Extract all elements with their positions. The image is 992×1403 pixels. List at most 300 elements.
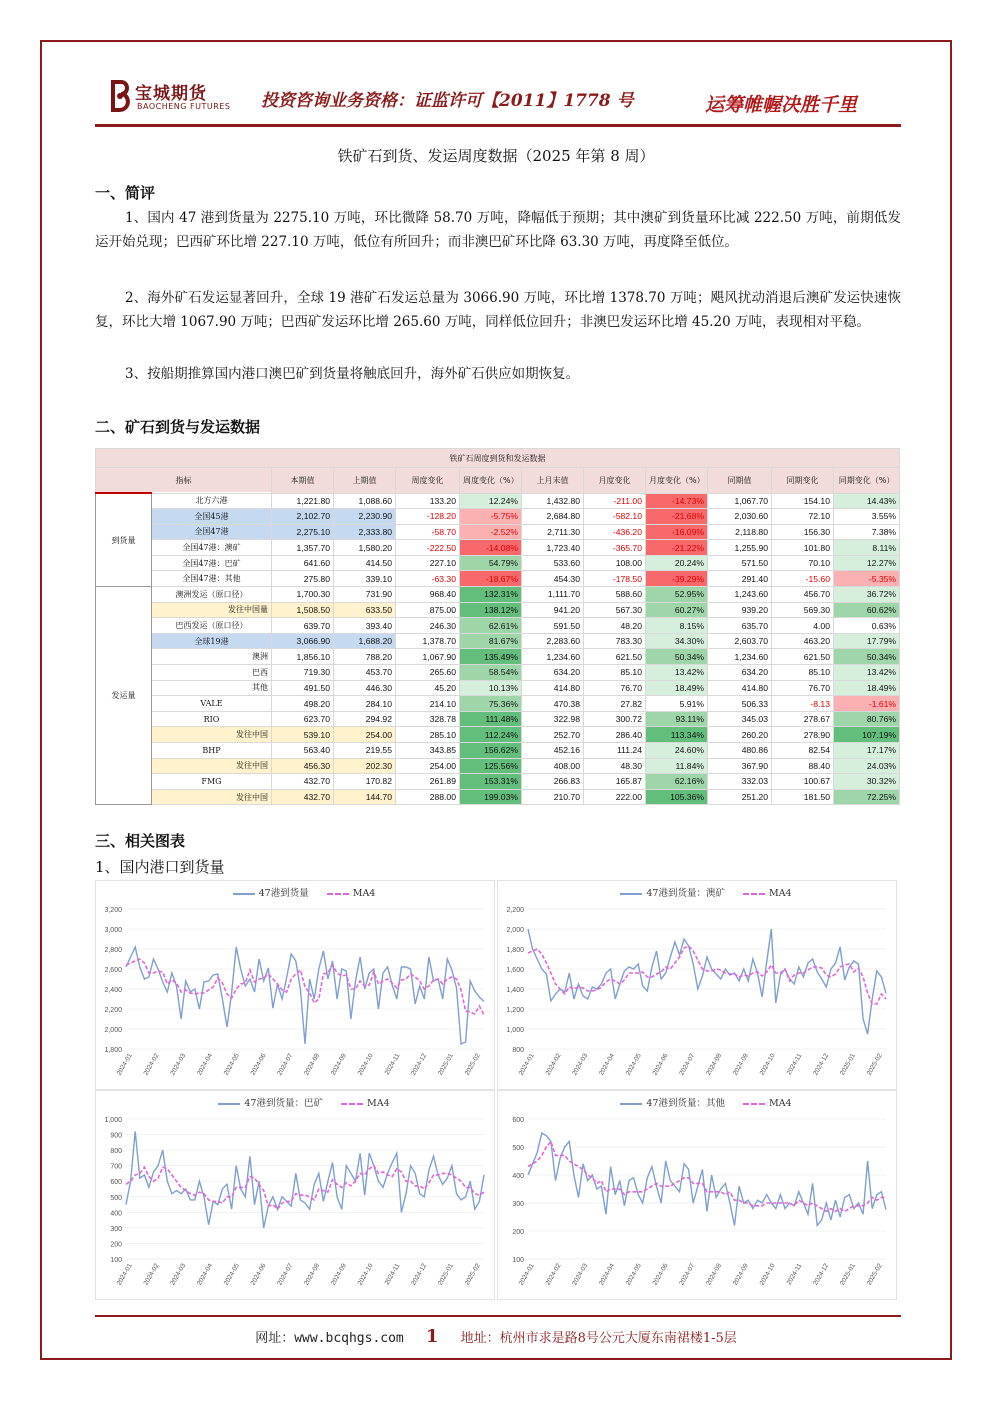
legend-swatch bbox=[620, 1103, 642, 1105]
table-cell: -18.67% bbox=[460, 571, 522, 587]
x-tick-label: 2024-10 bbox=[758, 1052, 777, 1077]
table-cell: 132.31% bbox=[460, 587, 522, 603]
table-cell: 414.50 bbox=[334, 555, 396, 571]
col-header: 同期变化 bbox=[772, 468, 834, 494]
table-cell: 254.00 bbox=[396, 758, 460, 774]
table-cell: -15.60 bbox=[772, 571, 834, 587]
table-row bbox=[96, 711, 900, 727]
table-cell: 2,283.60 bbox=[522, 633, 584, 649]
table-cell: 328.78 bbox=[396, 711, 460, 727]
table-cell: 1,088.60 bbox=[334, 493, 396, 509]
company-logo bbox=[107, 78, 237, 118]
table-cell: 588.60 bbox=[584, 587, 646, 603]
row-label: 发往中国 bbox=[152, 758, 272, 774]
table-cell: 456.30 bbox=[272, 758, 334, 774]
ma4-line bbox=[528, 946, 886, 1004]
table-cell: 731.90 bbox=[334, 587, 396, 603]
table-cell: 18.49% bbox=[834, 680, 900, 696]
table-cell: -39.29% bbox=[646, 571, 708, 587]
x-tick-label: 2024-10 bbox=[758, 1262, 777, 1287]
table-row bbox=[96, 587, 900, 603]
table-cell: 1,700.30 bbox=[272, 587, 334, 603]
table-cell: 432.70 bbox=[272, 774, 334, 790]
document-title: 铁矿石到货、发运周度数据（2025 年第 8 周） bbox=[337, 147, 655, 165]
x-tick-label: 2024-07 bbox=[678, 1052, 697, 1077]
x-tick-label: 2024-01 bbox=[115, 1052, 134, 1077]
x-tick-label: 2024-11 bbox=[383, 1052, 402, 1077]
table-cell: 1,723.40 bbox=[522, 540, 584, 556]
table-cell: 50.34% bbox=[646, 649, 708, 665]
table-cell: 533.60 bbox=[522, 555, 584, 571]
table-cell: 170.82 bbox=[334, 774, 396, 790]
table-title: 铁矿石周度到货和发运数据 bbox=[96, 449, 900, 468]
table-cell: 571.50 bbox=[708, 555, 772, 571]
y-tick-label: 500 bbox=[512, 1145, 524, 1152]
table-cell: 1,243.60 bbox=[708, 587, 772, 603]
table-cell: 291.40 bbox=[708, 571, 772, 587]
table-cell: 219.55 bbox=[334, 743, 396, 759]
table-cell: 72.10 bbox=[772, 509, 834, 525]
table-cell: 432.70 bbox=[272, 789, 334, 805]
row-label: 全国47港：澳矿 bbox=[152, 540, 272, 556]
table-cell: 62.61% bbox=[460, 618, 522, 634]
x-tick-label: 2024-05 bbox=[222, 1052, 241, 1077]
table-cell: -128.20 bbox=[396, 509, 460, 525]
x-tick-label: 2024-07 bbox=[276, 1052, 295, 1077]
x-tick-label: 2024-06 bbox=[249, 1052, 268, 1077]
table-cell: 2,118.80 bbox=[708, 524, 772, 540]
legend-label: 47港到货量：澳矿 bbox=[646, 888, 725, 899]
table-cell: 634.20 bbox=[522, 665, 584, 681]
legend-swatch bbox=[341, 1103, 363, 1105]
table-row bbox=[96, 602, 900, 618]
table-cell: 50.34% bbox=[834, 649, 900, 665]
table-cell: 719.30 bbox=[272, 665, 334, 681]
x-tick-label: 2025-01 bbox=[838, 1262, 857, 1287]
table-cell: 1,067.70 bbox=[708, 493, 772, 509]
x-tick-label: 2024-09 bbox=[731, 1052, 750, 1077]
table-cell: 506.33 bbox=[708, 696, 772, 712]
y-tick-label: 600 bbox=[110, 1179, 122, 1187]
table-cell: 101.80 bbox=[772, 540, 834, 556]
table-cell: 60.27% bbox=[646, 602, 708, 618]
y-tick-label: 2,200 bbox=[506, 907, 524, 914]
table-cell: 286.40 bbox=[584, 727, 646, 743]
row-group-label: 到货量 bbox=[96, 493, 152, 587]
x-tick-label: 2024-08 bbox=[303, 1052, 322, 1077]
x-tick-label: 2024-12 bbox=[410, 1052, 429, 1077]
x-tick-label: 2024-05 bbox=[624, 1262, 643, 1287]
table-cell: 254.00 bbox=[334, 727, 396, 743]
table-cell: 214.10 bbox=[396, 696, 460, 712]
table-cell: 783.30 bbox=[584, 633, 646, 649]
y-tick-label: 100 bbox=[110, 1257, 122, 1264]
row-label: 澳洲发运（原口径） bbox=[152, 587, 272, 603]
table-cell: 2,030.60 bbox=[708, 509, 772, 525]
y-tick-label: 100 bbox=[512, 1257, 524, 1264]
row-label: 全国45港 bbox=[152, 509, 272, 525]
x-tick-label: 2025-01 bbox=[436, 1262, 455, 1287]
y-tick-label: 900 bbox=[110, 1132, 122, 1140]
y-tick-label: 600 bbox=[512, 1117, 524, 1124]
table-row bbox=[96, 571, 900, 587]
y-tick-label: 2,200 bbox=[104, 1007, 122, 1014]
y-tick-label: 2,000 bbox=[506, 927, 524, 934]
table-cell: 70.10 bbox=[772, 555, 834, 571]
y-tick-label: 2,000 bbox=[104, 1027, 122, 1034]
table-row bbox=[96, 665, 900, 681]
table-row bbox=[96, 618, 900, 634]
page-footer bbox=[0, 1326, 992, 1347]
table-cell: 414.80 bbox=[522, 680, 584, 696]
x-tick-label: 2024-12 bbox=[410, 1262, 429, 1287]
data-table-wrapper bbox=[95, 448, 899, 805]
y-tick-label: 1,800 bbox=[506, 947, 524, 954]
table-cell: 27.82 bbox=[584, 696, 646, 712]
table-cell: 1,067.90 bbox=[396, 649, 460, 665]
x-tick-label: 2024-09 bbox=[731, 1262, 750, 1287]
row-label: 巴西发运（原口径） bbox=[152, 618, 272, 634]
table-cell: 498.20 bbox=[272, 696, 334, 712]
table-cell: 88.40 bbox=[772, 758, 834, 774]
table-cell: 199.03% bbox=[460, 789, 522, 805]
table-cell: 941.20 bbox=[522, 602, 584, 618]
table-cell: -5.75% bbox=[460, 509, 522, 525]
table-cell: 165.87 bbox=[584, 774, 646, 790]
chart-47-port-arrivals-australia bbox=[497, 880, 897, 1090]
summary-paragraph-2: 2、海外矿石发运显著回升，全球 19 港矿石发运总量为 3066.90 万吨，环比增 1378.70 万吨；飓风扰动消退后澳矿发运快速恢复，环比大增 1067.90 万吨；巴西矿发运环比增 265.60 万吨，同样低位回升；非澳巴发运环比增 45.20 万吨，表现相对平稳。 bbox=[95, 290, 901, 330]
table-cell: 144.70 bbox=[334, 789, 396, 805]
x-tick-label: 2024-02 bbox=[142, 1262, 161, 1287]
legend-label: 47港到货量：巴矿 bbox=[244, 1098, 323, 1109]
table-row bbox=[96, 743, 900, 759]
row-label: 发往中国 bbox=[152, 789, 272, 805]
table-cell: 408.00 bbox=[522, 758, 584, 774]
table-cell: 252.70 bbox=[522, 727, 584, 743]
table-cell: 156.62% bbox=[460, 743, 522, 759]
table-cell: -63.30 bbox=[396, 571, 460, 587]
table-cell: 7.38% bbox=[834, 524, 900, 540]
table-cell: 251.20 bbox=[708, 789, 772, 805]
row-label: 全国47港：巴矿 bbox=[152, 555, 272, 571]
x-tick-label: 2024-05 bbox=[624, 1052, 643, 1077]
x-tick-label: 2024-03 bbox=[169, 1052, 188, 1077]
table-cell: 85.10 bbox=[772, 665, 834, 681]
table-row bbox=[96, 524, 900, 540]
table-row bbox=[96, 696, 900, 712]
table-cell: 1,508.50 bbox=[272, 602, 334, 618]
col-header: 周度变化 bbox=[396, 468, 460, 494]
table-cell: 621.50 bbox=[772, 649, 834, 665]
x-tick-label: 2024-06 bbox=[651, 1052, 670, 1077]
table-cell: -2.52% bbox=[460, 524, 522, 540]
table-cell: 569.30 bbox=[772, 602, 834, 618]
table-cell: -211.00 bbox=[584, 493, 646, 509]
x-tick-label: 2024-08 bbox=[705, 1262, 724, 1287]
table-cell: -14.73% bbox=[646, 493, 708, 509]
y-tick-label: 1,400 bbox=[506, 987, 524, 994]
table-cell: 639.70 bbox=[272, 618, 334, 634]
x-tick-label: 2024-01 bbox=[115, 1262, 134, 1287]
x-tick-label: 2024-02 bbox=[544, 1052, 563, 1077]
x-tick-label: 2025-02 bbox=[865, 1052, 884, 1077]
y-tick-label: 1,600 bbox=[506, 967, 524, 974]
table-cell: 2,603.70 bbox=[708, 633, 772, 649]
x-tick-label: 2024-07 bbox=[276, 1262, 295, 1287]
table-cell: 12.27% bbox=[834, 555, 900, 571]
summary-paragraph-3: 3、按船期推算国内港口澳巴矿到货量将触底回升，海外矿石供应如期恢复。 bbox=[125, 366, 580, 382]
y-tick-label: 300 bbox=[110, 1225, 122, 1233]
table-row bbox=[96, 680, 900, 696]
table-cell: 300.72 bbox=[584, 711, 646, 727]
table-cell: -21.22% bbox=[646, 540, 708, 556]
header-divider bbox=[95, 124, 901, 127]
table-cell: 968.40 bbox=[396, 587, 460, 603]
series-line bbox=[126, 947, 484, 1044]
legend-swatch bbox=[743, 1103, 765, 1105]
col-header: 周度变化（%） bbox=[460, 468, 522, 494]
row-label: RIO bbox=[152, 711, 272, 727]
table-cell: 260.20 bbox=[708, 727, 772, 743]
x-tick-label: 2024-04 bbox=[196, 1052, 215, 1077]
table-cell: -14.08% bbox=[460, 540, 522, 556]
x-tick-label: 2024-06 bbox=[249, 1262, 268, 1287]
col-header: 上月末值 bbox=[522, 468, 584, 494]
table-cell: 17.79% bbox=[834, 633, 900, 649]
row-label: 北方六港 bbox=[152, 493, 272, 509]
table-cell: 2,230.90 bbox=[334, 509, 396, 525]
y-tick-label: 3,200 bbox=[104, 907, 122, 914]
table-cell: 54.79% bbox=[460, 555, 522, 571]
table-cell: 939.20 bbox=[708, 602, 772, 618]
table-cell: -16.09% bbox=[646, 524, 708, 540]
table-cell: 52.95% bbox=[646, 587, 708, 603]
table-cell: 1,234.60 bbox=[708, 649, 772, 665]
table-cell: 339.10 bbox=[334, 571, 396, 587]
x-tick-label: 2024-08 bbox=[303, 1262, 322, 1287]
x-tick-label: 2024-12 bbox=[812, 1052, 831, 1077]
table-cell: 227.10 bbox=[396, 555, 460, 571]
table-cell: 1,856.10 bbox=[272, 649, 334, 665]
table-cell: 393.40 bbox=[334, 618, 396, 634]
table-cell: 332.03 bbox=[708, 774, 772, 790]
table-cell: 261.89 bbox=[396, 774, 460, 790]
table-cell: 278.90 bbox=[772, 727, 834, 743]
col-header: 月度变化 bbox=[584, 468, 646, 494]
x-tick-label: 2024-05 bbox=[222, 1262, 241, 1287]
table-cell: 343.85 bbox=[396, 743, 460, 759]
row-label: BHP bbox=[152, 743, 272, 759]
table-cell: 36.72% bbox=[834, 587, 900, 603]
table-cell: 156.30 bbox=[772, 524, 834, 540]
table-cell: 1,432.80 bbox=[522, 493, 584, 509]
x-tick-label: 2024-10 bbox=[356, 1262, 375, 1287]
row-label: 发往中国量 bbox=[152, 602, 272, 618]
table-cell: 10.13% bbox=[460, 680, 522, 696]
row-group-label: 发运量 bbox=[96, 587, 152, 805]
table-cell: 222.00 bbox=[584, 789, 646, 805]
row-label: 澳洲 bbox=[152, 649, 272, 665]
table-cell: 62.16% bbox=[646, 774, 708, 790]
table-cell: 125.56% bbox=[460, 758, 522, 774]
table-cell: 111.24 bbox=[584, 743, 646, 759]
row-label: 其他 bbox=[152, 680, 272, 696]
table-cell: 17.17% bbox=[834, 743, 900, 759]
table-cell: 76.70 bbox=[584, 680, 646, 696]
table-cell: 1,111.70 bbox=[522, 587, 584, 603]
summary-paragraph-1: 1、国内 47 港到货量为 2275.10 万吨，环比微降 58.70 万吨，降幅低于预期；其中澳矿到货量环比减 222.50 万吨，前期低发运开始兑现；巴西矿环比增 227.10 万吨，低位有所回升；而非澳巴矿环比降 63.30 万吨，再度降至低位。 bbox=[95, 210, 901, 250]
table-cell: 621.50 bbox=[584, 649, 646, 665]
table-cell: 13.42% bbox=[646, 665, 708, 681]
y-tick-label: 200 bbox=[512, 1229, 524, 1236]
table-cell: -178.50 bbox=[584, 571, 646, 587]
legend-swatch bbox=[233, 893, 255, 895]
table-row bbox=[96, 509, 900, 525]
slogan-text: 运筹帷幄决胜千里 bbox=[705, 94, 858, 116]
table-cell: 1,357.70 bbox=[272, 540, 334, 556]
x-tick-label: 2024-09 bbox=[329, 1052, 348, 1077]
y-tick-label: 800 bbox=[512, 1047, 524, 1054]
table-cell: 12.24% bbox=[460, 493, 522, 509]
table-cell: 1,688.20 bbox=[334, 633, 396, 649]
table-cell: 20.24% bbox=[646, 555, 708, 571]
table-cell: 288.00 bbox=[396, 789, 460, 805]
table-cell: 1,580.20 bbox=[334, 540, 396, 556]
y-tick-label: 700 bbox=[110, 1163, 122, 1171]
legend-swatch bbox=[327, 893, 349, 895]
table-cell: 202.30 bbox=[334, 758, 396, 774]
table-cell: 470.38 bbox=[522, 696, 584, 712]
x-tick-label: 2025-02 bbox=[463, 1262, 482, 1287]
legend-label: MA4 bbox=[768, 1098, 792, 1109]
table-cell: 3.55% bbox=[834, 509, 900, 525]
table-cell: 2,333.80 bbox=[334, 524, 396, 540]
table-cell: 75.36% bbox=[460, 696, 522, 712]
table-cell: 111.48% bbox=[460, 711, 522, 727]
x-tick-label: 2024-03 bbox=[169, 1262, 188, 1287]
y-tick-label: 2,800 bbox=[104, 947, 122, 954]
table-cell: 48.30 bbox=[584, 758, 646, 774]
x-tick-label: 2024-02 bbox=[142, 1052, 161, 1077]
table-cell: 210.70 bbox=[522, 789, 584, 805]
table-cell: -5.35% bbox=[834, 571, 900, 587]
table-cell: 452.16 bbox=[522, 743, 584, 759]
table-cell: 635.70 bbox=[708, 618, 772, 634]
table-cell: 0.63% bbox=[834, 618, 900, 634]
table-cell: 2,102.70 bbox=[272, 509, 334, 525]
table-cell: -1.61% bbox=[834, 696, 900, 712]
row-label: 发往中国 bbox=[152, 727, 272, 743]
table-cell: 3,066.90 bbox=[272, 633, 334, 649]
x-tick-label: 2024-02 bbox=[544, 1262, 563, 1287]
table-cell: 446.30 bbox=[334, 680, 396, 696]
table-cell: 284.10 bbox=[334, 696, 396, 712]
logo-icon bbox=[107, 78, 133, 114]
x-tick-label: 2024-03 bbox=[571, 1262, 590, 1287]
table-cell: 633.50 bbox=[334, 602, 396, 618]
table-cell: 563.40 bbox=[272, 743, 334, 759]
table-cell: 4.00 bbox=[772, 618, 834, 634]
page-header bbox=[95, 72, 895, 126]
table-cell: 107.19% bbox=[834, 727, 900, 743]
table-cell: -436.20 bbox=[584, 524, 646, 540]
row-label: 全国47港 bbox=[152, 524, 272, 540]
table-row bbox=[96, 727, 900, 743]
table-cell: 133.20 bbox=[396, 493, 460, 509]
section-heading-summary: 一、简评 bbox=[95, 184, 156, 202]
y-tick-label: 2,600 bbox=[104, 967, 122, 974]
y-tick-label: 400 bbox=[110, 1210, 122, 1218]
x-tick-label: 2024-11 bbox=[383, 1262, 402, 1287]
logo-en-text: BAOCHENG FUTURES bbox=[137, 102, 231, 111]
table-row bbox=[96, 774, 900, 790]
table-row bbox=[96, 789, 900, 805]
table-cell: 5.91% bbox=[646, 696, 708, 712]
table-cell: 58.54% bbox=[460, 665, 522, 681]
table-cell: 345.03 bbox=[708, 711, 772, 727]
x-tick-label: 2024-12 bbox=[812, 1262, 831, 1287]
table-cell: 72.25% bbox=[834, 789, 900, 805]
table-cell: 76.70 bbox=[772, 680, 834, 696]
table-cell: 2,684.80 bbox=[522, 509, 584, 525]
col-header: 本期值 bbox=[272, 468, 334, 494]
table-cell: 80.76% bbox=[834, 711, 900, 727]
table-cell: 100.67 bbox=[772, 774, 834, 790]
table-row bbox=[96, 758, 900, 774]
row-label: VALE bbox=[152, 696, 272, 712]
table-cell: 181.50 bbox=[772, 789, 834, 805]
table-cell: 275.80 bbox=[272, 571, 334, 587]
table-cell: 454.30 bbox=[522, 571, 584, 587]
footer-website[interactable]: 网址：www.bcqhgs.com bbox=[255, 1331, 404, 1346]
x-tick-label: 2024-04 bbox=[598, 1052, 617, 1077]
legend-swatch bbox=[620, 893, 642, 895]
y-tick-label: 300 bbox=[512, 1201, 524, 1208]
table-row bbox=[96, 555, 900, 571]
table-cell: 285.10 bbox=[396, 727, 460, 743]
footer-address: 地址：杭州市求是路8号公元大厦东南裙楼1-5层 bbox=[460, 1331, 737, 1346]
series-line bbox=[528, 929, 886, 1034]
table-cell: 278.67 bbox=[772, 711, 834, 727]
x-tick-label: 2024-06 bbox=[651, 1262, 670, 1287]
table-cell: 1,255.90 bbox=[708, 540, 772, 556]
table-cell: -582.10 bbox=[584, 509, 646, 525]
table-cell: 8.15% bbox=[646, 618, 708, 634]
col-header: 上期值 bbox=[334, 468, 396, 494]
table-cell: 246.30 bbox=[396, 618, 460, 634]
table-cell: 24.03% bbox=[834, 758, 900, 774]
x-tick-label: 2024-11 bbox=[785, 1262, 804, 1287]
x-tick-label: 2024-11 bbox=[785, 1052, 804, 1077]
x-tick-label: 2024-04 bbox=[196, 1262, 215, 1287]
table-row bbox=[96, 633, 900, 649]
x-tick-label: 2025-01 bbox=[436, 1052, 455, 1077]
x-tick-label: 2025-01 bbox=[838, 1052, 857, 1077]
table-cell: 60.62% bbox=[834, 602, 900, 618]
table-cell: 85.10 bbox=[584, 665, 646, 681]
table-cell: 13.42% bbox=[834, 665, 900, 681]
page-number: 1 bbox=[425, 1326, 439, 1347]
chart-47-port-arrivals-other bbox=[497, 1090, 897, 1300]
table-cell: 414.80 bbox=[708, 680, 772, 696]
col-header: 月度变化（%） bbox=[646, 468, 708, 494]
legend-swatch bbox=[743, 893, 765, 895]
row-label: 全球19港 bbox=[152, 633, 272, 649]
legend-label: MA4 bbox=[366, 1098, 390, 1109]
row-label: 巴西 bbox=[152, 665, 272, 681]
table-header-row bbox=[96, 468, 900, 494]
table-cell: 45.20 bbox=[396, 680, 460, 696]
